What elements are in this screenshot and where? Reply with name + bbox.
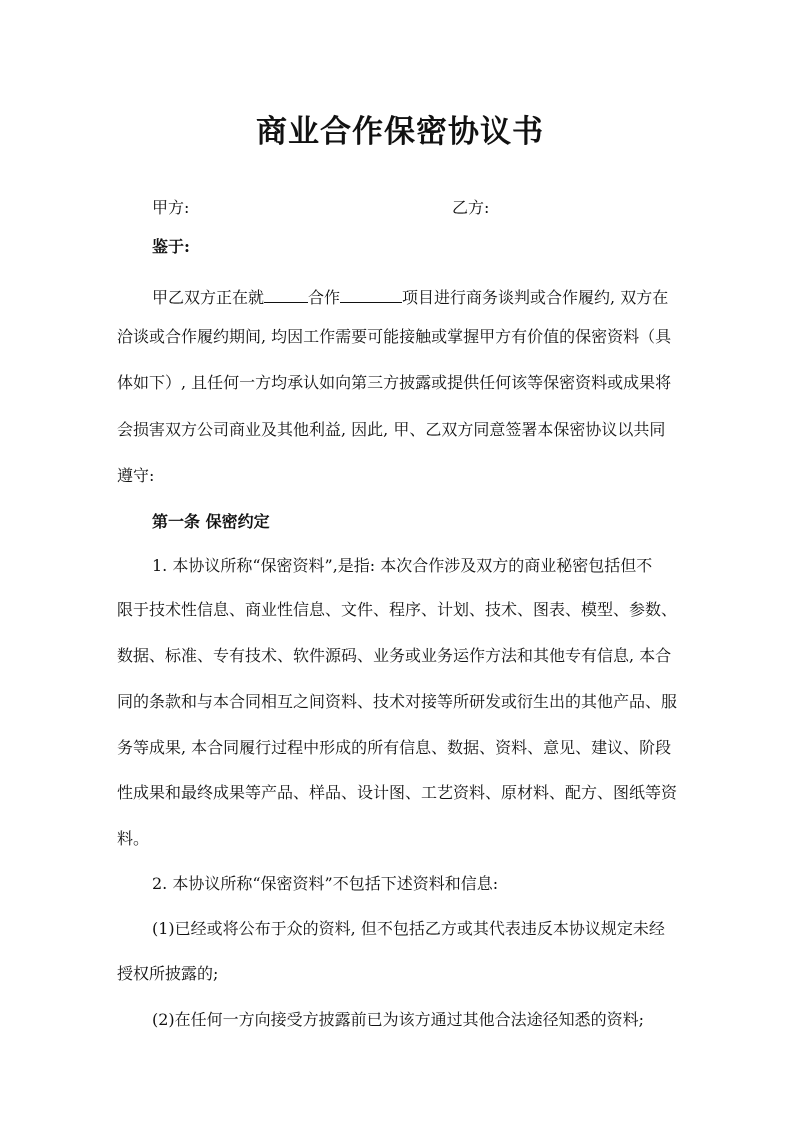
blank-underline [264, 286, 308, 303]
clause-1-line-1: 1. 本协议所称“保密资料”,是指: 本次合作涉及双方的商业秘密包括但不 [152, 556, 653, 575]
intro-text-2: 合作 [308, 288, 341, 307]
party-b-label: 乙方: [452, 198, 490, 217]
clause-1-line-5: 务等成果, 本合同履行过程中形成的所有信息、数据、资料、意见、建议、阶段 [117, 738, 672, 757]
article-1-heading: 第一条 保密约定 [152, 512, 270, 531]
document-title: 商业合作保密协议书 [256, 114, 544, 150]
intro-line-4: 会损害双方公司商业及其他利益, 因此, 甲、乙双方同意签署本保密协议以共同 [117, 420, 666, 439]
clause-1-line-6: 性成果和最终成果等产品、样品、设计图、工艺资料、原材料、配方、图纸等资 [117, 783, 678, 802]
party-a-label: 甲方: [152, 198, 190, 217]
clause-2-item-1-line-1: (1)已经或将公布于众的资料, 但不包括乙方或其代表违反本协议规定未经 [152, 919, 665, 938]
intro-text-1: 甲乙双方正在就 [152, 288, 265, 307]
intro-line-3: 体如下）, 且任何一方均承认如向第三方披露或提供任何该等保密资料或成果将 [117, 373, 672, 392]
clause-1-line-7: 料。 [117, 829, 150, 848]
clause-1-line-3: 数据、标准、专有技术、软件源码、业务或业务运作方法和其他专有信息, 本合 [117, 646, 672, 665]
blank-underline [340, 286, 402, 303]
clause-2-line-1: 2. 本协议所称“保密资料”不包括下述资料和信息: [152, 874, 499, 893]
clause-1-line-4: 同的条款和与本合同相互之间资料、技术对接等所研发或衍生出的其他产品、服 [117, 692, 678, 711]
intro-line-2: 洽谈或合作履约期间, 均因工作需要可能接触或掌握甲方有价值的保密资料（具 [117, 327, 672, 346]
whereas-heading: 鉴于: [152, 237, 190, 256]
intro-text-3: 项目进行商务谈判或合作履约, 双方在 [402, 288, 669, 307]
intro-line-1 [152, 286, 687, 309]
clause-2-item-2-line-1: (2)在任何一方向接受方披露前已为该方通过其他合法途径知悉的资料; [152, 1010, 645, 1029]
clause-2-item-1-line-2: 授权所披露的; [117, 964, 219, 983]
intro-line-5: 遵守: [117, 466, 155, 485]
clause-1-line-2: 限于技术性信息、商业性信息、文件、程序、计划、技术、图表、模型、参数、 [117, 600, 678, 619]
